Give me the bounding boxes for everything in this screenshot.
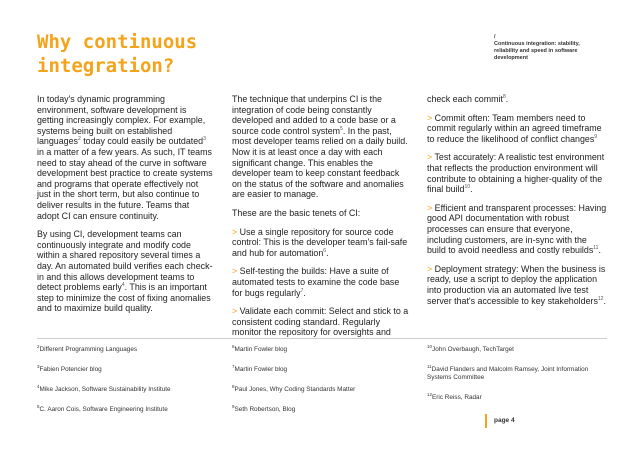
arrow-icon: > <box>427 152 433 163</box>
footnote-divider <box>37 338 607 339</box>
footnote: $^9$Seth Robertson, Blog <box>232 403 296 413</box>
footnotes-column-2 <box>232 343 410 426</box>
footnote: $^4$Mike Jackson, Software Sustainability Institute <box>37 383 171 393</box>
page-number: page 4 <box>494 417 515 424</box>
bullet-item: > Self-testing the builds: Have a suite of automated tests to examine the code base for bugs regularly$^7$. <box>232 266 400 298</box>
arrow-icon: > <box>427 112 433 123</box>
footnote: $^{11}$David Flanders and Malcolm Ramsey, Joint Information Systems Committee <box>427 363 589 381</box>
paragraph: By using CI, development teams can continuously integrate and modify code within a shared repository several times a day. An automated build verifies each check-in and this allows development teams to detect problems early$^4$. This is an important step to minimize the cost of fixing anomalies and to maximize build quality. <box>37 229 213 314</box>
footnotes-column-1 <box>37 343 215 426</box>
bullet-item: > Efficient and transparent processes: Having good API documentation with robust processes can ensure that everyone, including customers, are in-sync with the build to avoid needless and costly rebuilds$^{11}$. <box>427 202 607 256</box>
footnote: $^3$Fabien Potencier blog <box>37 363 102 373</box>
arrow-icon: > <box>232 266 238 277</box>
footnote: $^5$C. Aaron Cois, Software Engineering Institute <box>37 403 168 413</box>
paragraph: In today's dynamic programming environment, software development is getting increasingly complex. For example, systems being built on established languages$^2$ today could easily be outdated$^3$ in a matter of a few years. As such, IT teams need to stay ahead of the curve in software development best practice to create systems and programs that operate effectively not just in the short term, but also continue to deliver results in the future. Teams that adopt CI can ensure continuity. <box>37 94 213 221</box>
header-text: Continuous integration: stability, reliability and speed in software development <box>494 41 580 61</box>
footnote: $^7$Martin Fowler blog <box>232 363 288 373</box>
page-title: Why continuous integration? <box>37 31 198 77</box>
footnote: $^{10}$John Overbaugh, TechTarget <box>427 343 514 353</box>
text-column-3 <box>427 94 607 314</box>
header-slash: / <box>494 34 496 40</box>
bullet-item: > Validate each commit: Select and stick to a consistent coding standard. Regularly monitor the repository for oversights and <box>232 306 409 338</box>
arrow-icon: > <box>427 202 433 213</box>
bullet-item: > Deployment strategy: When the business is ready, use a script to deploy the application into production via an automated live test server that's accessible to key stakeholders$^{12}$. <box>427 263 606 306</box>
text-column-1 <box>37 94 213 322</box>
footnote: $^{12}$Eric Reiss, Radar <box>427 391 482 401</box>
paragraph: The technique that underpins CI is the integration of code being constantly developed and added to a code base or a source code control system$^5$. In the past, most developer teams relied on a daily build. Now it is at least once a day with each significant change. This enables the developer team to keep constant feedback on the status of the software and anomalies are easier to manage. <box>232 94 408 200</box>
page-number-bar <box>485 414 487 428</box>
text-column-2 <box>232 94 410 346</box>
arrow-icon: > <box>232 306 238 317</box>
arrow-icon: > <box>232 226 238 237</box>
arrow-icon: > <box>427 263 433 274</box>
bullet-item: > Commit often: Team members need to commit regularly within an agreed timeframe to reduce the likelihood of conflict changes$^9$ <box>427 112 602 144</box>
running-header <box>494 34 604 62</box>
footnotes-column-3 <box>427 343 605 414</box>
footnote: $^6$Martin Fowler blog <box>232 343 288 353</box>
bullet-item: > Use a single repository for source code control: This is the developer team's fail-safe and hub for automation$^6$. <box>232 226 408 258</box>
footnote: $^2$Different Programming Languages <box>37 343 138 353</box>
bullet-item: > Test accurately: A realistic test environment that reflects the production environment will contribute to obtaining a higher-quality of the final build$^{10}$. <box>427 152 605 195</box>
footnote: $^8$Paul Jones, Why Coding Standards Matter <box>232 383 356 393</box>
paragraph: check each commit$^8$. <box>427 94 509 104</box>
paragraph: These are the basic tenets of CI: <box>232 207 361 218</box>
